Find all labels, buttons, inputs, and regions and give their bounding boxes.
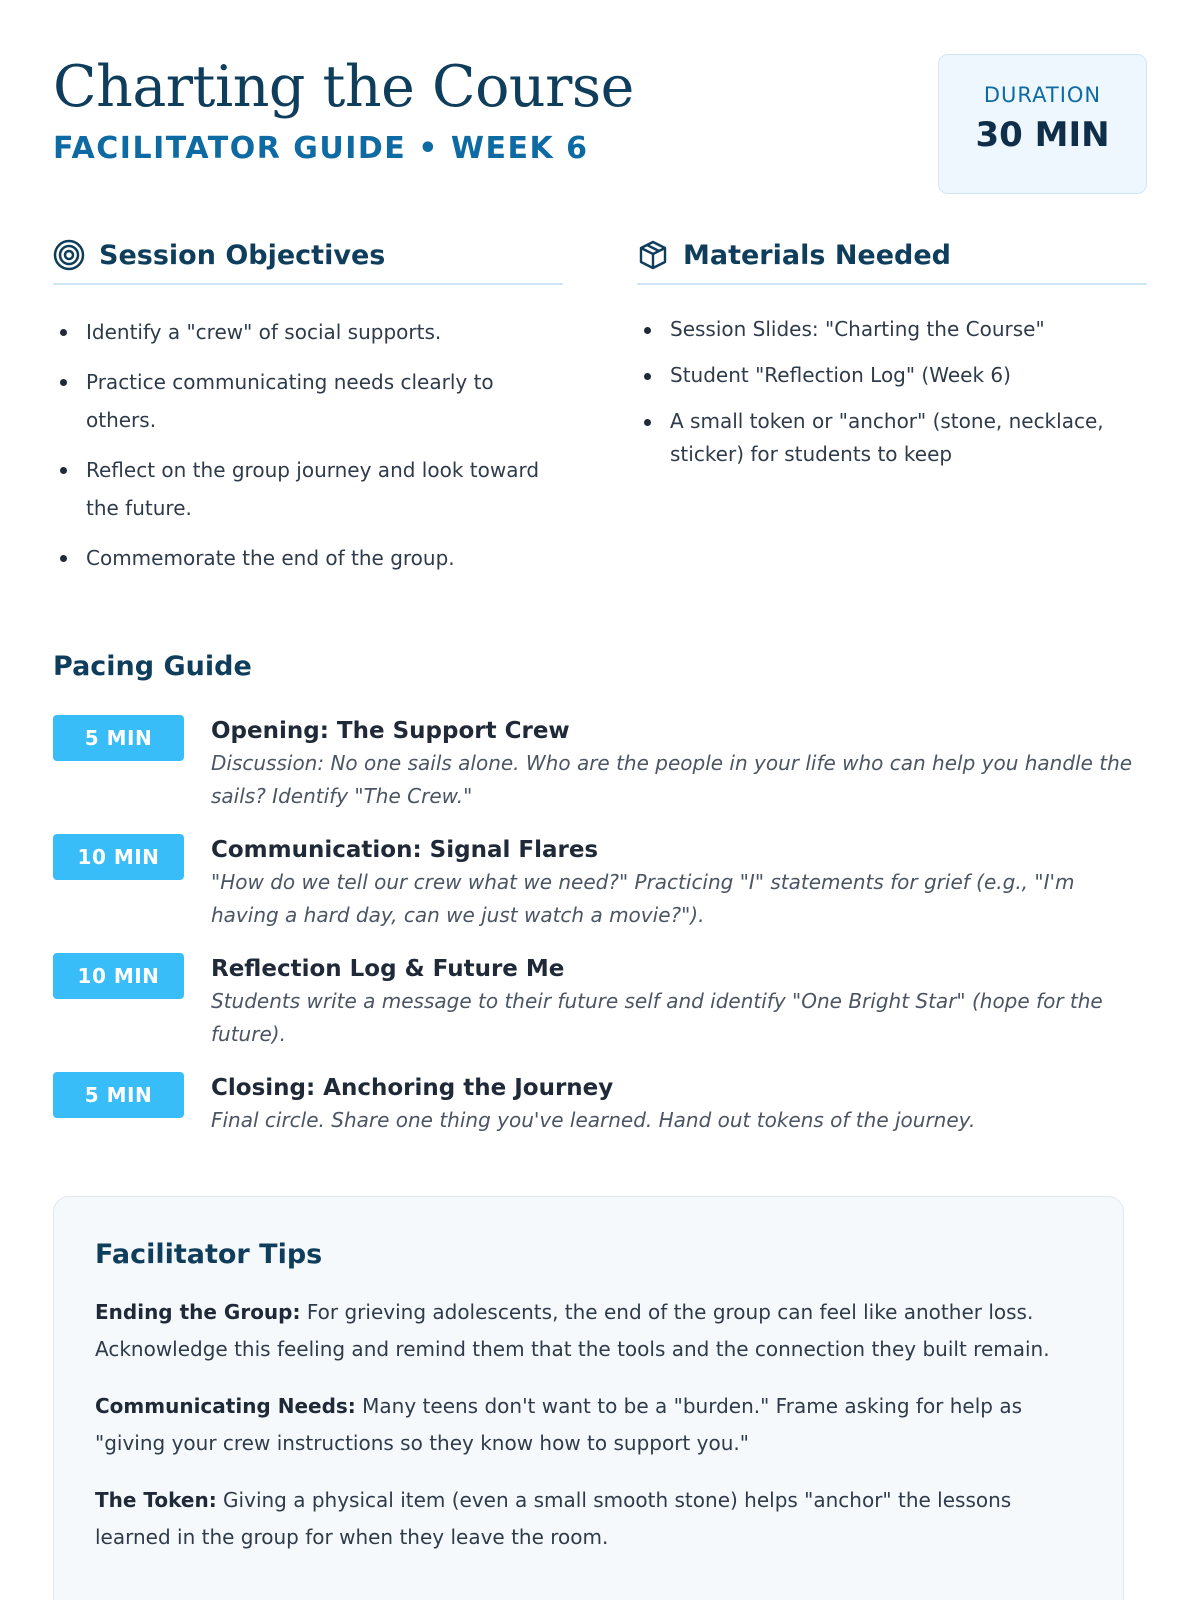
pacing-row-title: Opening: The Support Crew [211, 718, 570, 744]
time-badge: 10 MIN [53, 834, 184, 880]
pacing-row-description: Students write a message to their future self and identify "One Bright Star" (hope for the future). [211, 989, 1103, 1046]
pacing-row [53, 1072, 1147, 1137]
title-block [53, 55, 634, 166]
box-icon [637, 239, 669, 271]
tip-text: For grieving adolescents, the end of the group can feel like another loss. Acknowledge this feeling and remind them that the tools and the connection they built remain. [95, 1300, 1050, 1361]
list-item: Session Slides: "Charting the Course" [637, 313, 1147, 346]
materials-header [637, 239, 1147, 285]
list-item: A small token or "anchor" (stone, necklace, sticker) for students to keep [637, 405, 1147, 471]
materials-section [637, 239, 1147, 589]
tip-label: Communicating Needs: [95, 1394, 356, 1418]
pacing-row-description: Final circle. Share one thing you've learned. Hand out tokens of the journey. [211, 1108, 976, 1132]
objectives-header [53, 239, 563, 285]
tip-paragraph [95, 1482, 1082, 1556]
tip-text: Giving a physical item (even a small smooth stone) helps "anchor" the lessons learned in the group for when they leave the room. [95, 1488, 1012, 1549]
list-item: Reflect on the group journey and look toward the future. [53, 451, 563, 527]
duration-card [938, 54, 1147, 194]
target-icon [53, 239, 85, 271]
pacing-body [211, 715, 1147, 813]
page-subtitle: FACILITATOR GUIDE • WEEK 6 [53, 130, 589, 166]
list-item: Student "Reflection Log" (Week 6) [637, 359, 1147, 392]
pacing-row [53, 834, 1147, 932]
pacing-body [211, 1072, 1147, 1137]
page-header [53, 55, 1147, 194]
tip-label: The Token: [95, 1488, 217, 1512]
objectives-heading: Session Objectives [99, 239, 386, 271]
pacing-row-title: Reflection Log & Future Me [211, 956, 565, 982]
facilitator-tips-card [53, 1196, 1124, 1600]
tips-heading: Facilitator Tips [95, 1239, 323, 1270]
overview-columns [53, 239, 1147, 589]
tip-text: Many teens don't want to be a "burden." Frame asking for help as "giving your crew instructions so they know how to support you." [95, 1394, 1023, 1455]
objectives-section [53, 239, 563, 589]
objectives-list [53, 313, 563, 577]
pacing-body [211, 953, 1147, 1051]
list-item: Commemorate the end of the group. [53, 539, 563, 577]
list-item: Identify a "crew" of social supports. [53, 313, 563, 351]
pacing-heading: Pacing Guide [53, 651, 252, 682]
pacing-row-description: "How do we tell our crew what we need?" Practicing "I" statements for grief (e.g., "I'm having a hard day, can we just watch a movie?"). [211, 870, 1075, 927]
time-badge: 5 MIN [53, 715, 184, 761]
tip-paragraph [95, 1294, 1082, 1368]
list-item: Practice communicating needs clearly to others. [53, 363, 563, 439]
time-badge: 5 MIN [53, 1072, 184, 1118]
pacing-row-title: Communication: Signal Flares [211, 837, 599, 863]
pacing-row-description: Discussion: No one sails alone. Who are the people in your life who can help you handle the sails? Identify "The Crew." [211, 751, 1133, 808]
pacing-row [53, 715, 1147, 813]
duration-label: DURATION [983, 83, 1102, 107]
pacing-body [211, 834, 1147, 932]
duration-value: 30 MIN [975, 115, 1110, 155]
time-badge: 10 MIN [53, 953, 184, 999]
pacing-list [53, 715, 1147, 1137]
page-title: Charting the Course [53, 54, 634, 120]
pacing-row [53, 953, 1147, 1051]
materials-list [637, 313, 1147, 471]
pacing-row-title: Closing: Anchoring the Journey [211, 1075, 614, 1101]
tip-label: Ending the Group: [95, 1300, 301, 1324]
materials-heading: Materials Needed [683, 239, 952, 271]
tip-paragraph [95, 1388, 1082, 1462]
